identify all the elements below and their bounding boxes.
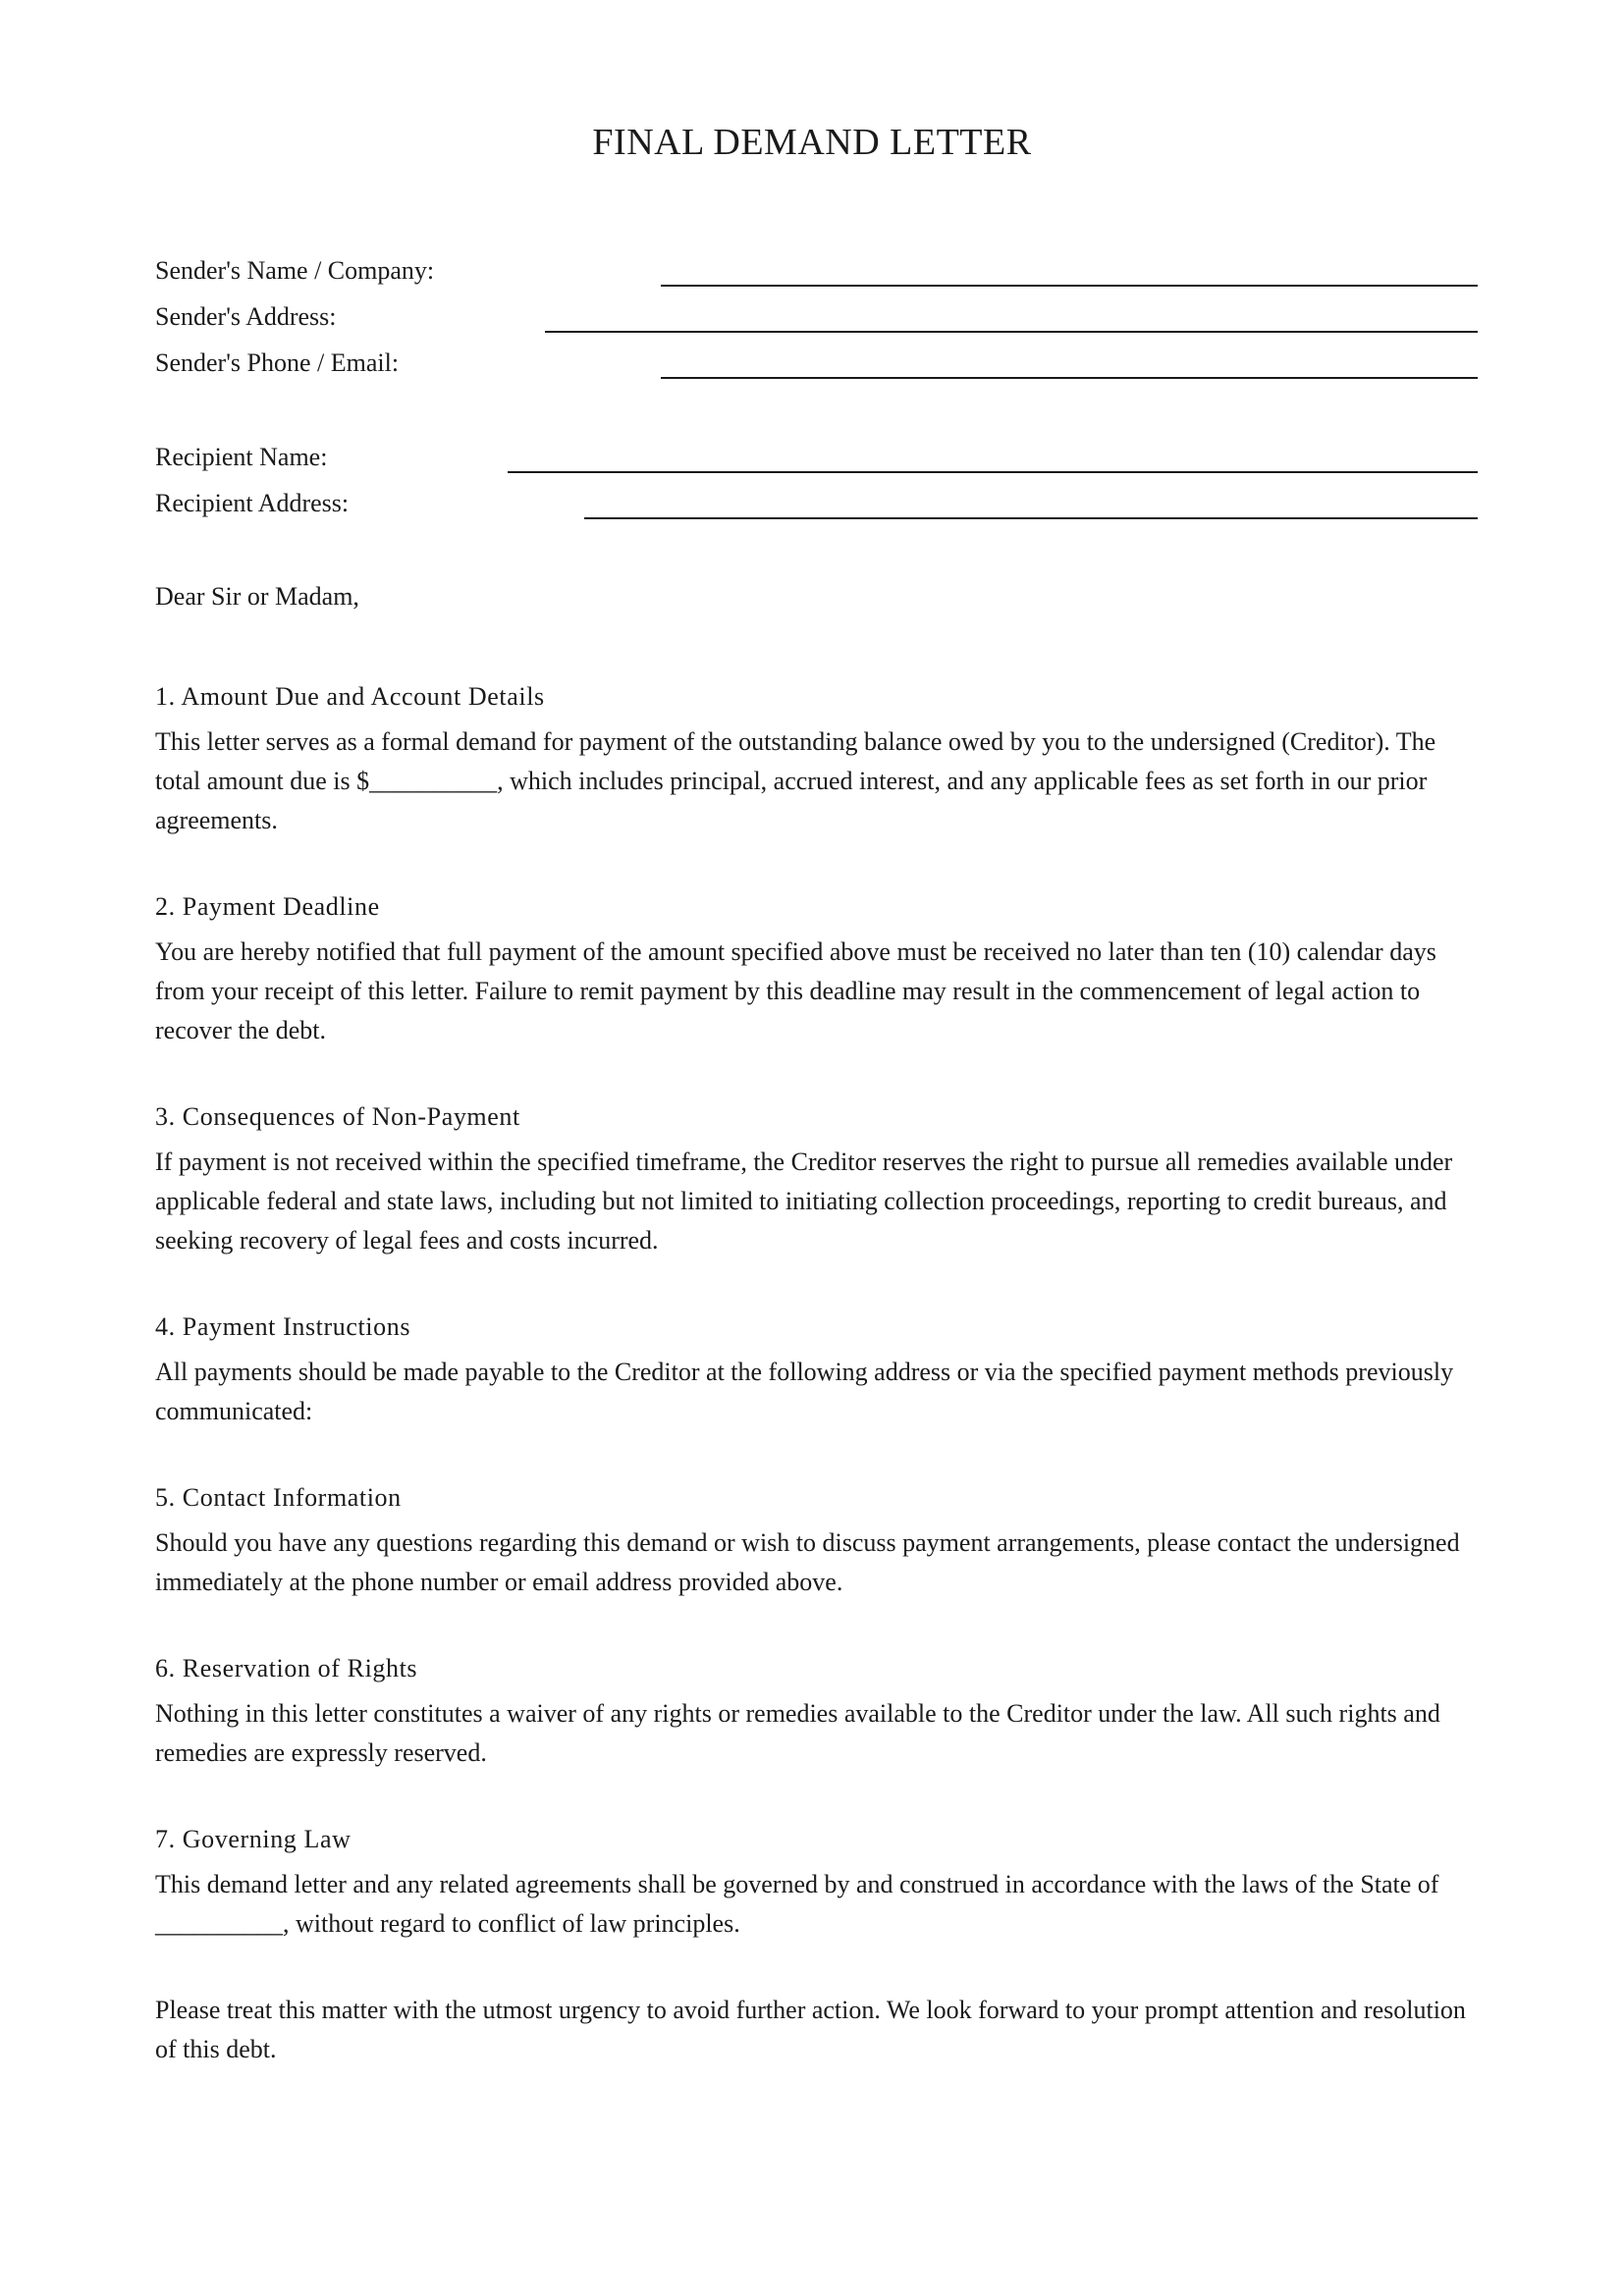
section-payment-instructions <box>155 1309 1481 1431</box>
sender-name-label: Sender's Name / Company: <box>155 256 435 285</box>
sender-contact-label: Sender's Phone / Email: <box>155 348 400 377</box>
section-consequences <box>155 1099 1481 1260</box>
section-heading: 5. Contact Information <box>155 1483 402 1512</box>
recipient-address-label: Recipient Address: <box>155 489 350 517</box>
section-body: Should you have any questions regarding this demand or wish to discuss payment arrangements, please contact the undersigned immediately at the phone number or email address provided above. <box>155 1528 1460 1596</box>
document-title: FINAL DEMAND LETTER <box>592 122 1032 163</box>
recipient-name-label: Recipient Name: <box>155 443 328 471</box>
section-heading: 3. Consequences of Non-Payment <box>155 1102 520 1131</box>
sender-name-blank-line[interactable] <box>661 285 1478 287</box>
section-governing-law <box>155 1822 1481 1944</box>
recipient-address-blank-line[interactable] <box>584 517 1478 519</box>
recipient-address-field <box>155 486 1478 521</box>
section-heading: 1. Amount Due and Account Details <box>155 682 545 711</box>
section-reservation-of-rights <box>155 1651 1481 1773</box>
section-heading: 4. Payment Instructions <box>155 1312 411 1341</box>
section-body: Nothing in this letter constitutes a waiver of any rights or remedies available to the Creditor under the law. All such rights and remedies are expressly reserved. <box>155 1699 1440 1767</box>
sender-contact-field <box>155 346 1478 381</box>
section-heading: 7. Governing Law <box>155 1825 352 1853</box>
recipient-name-blank-line[interactable] <box>508 471 1478 473</box>
section-body: This letter serves as a formal demand for payment of the outstanding balance owed by you to the undersigned (Creditor). The total amount due is $__________, which includes principal, accrued interest, and any applicable fees as set forth in our prior agreements. <box>155 727 1436 834</box>
sender-name-field <box>155 253 1478 289</box>
sender-address-field <box>155 299 1478 335</box>
salutation: Dear Sir or Madam, <box>155 582 359 611</box>
sender-address-blank-line[interactable] <box>545 331 1478 333</box>
section-heading: 2. Payment Deadline <box>155 892 380 921</box>
section-contact-information <box>155 1480 1481 1602</box>
closing-paragraph: Please treat this matter with the utmost urgency to avoid further action. We look forward to your prompt attention and resolution of this debt. <box>155 1996 1466 2063</box>
section-body: You are hereby notified that full payment of the amount specified above must be received no later than ten (10) calendar days from your receipt of this letter. Failure to remit payment by this deadline may result in the commencement of legal action to recover the debt. <box>155 937 1436 1044</box>
recipient-name-field <box>155 440 1478 475</box>
section-amount-due <box>155 679 1481 840</box>
sender-contact-blank-line[interactable] <box>661 377 1478 379</box>
section-heading: 6. Reservation of Rights <box>155 1654 418 1682</box>
section-body: If payment is not received within the specified timeframe, the Creditor reserves the right to pursue all remedies available under applicable federal and state laws, including but not limited to initiating collection proceedings, reporting to credit bureaus, and seeking recovery of legal fees and costs incurred. <box>155 1148 1453 1255</box>
sender-address-label: Sender's Address: <box>155 302 337 331</box>
section-body: This demand letter and any related agreements shall be governed by and construed in accordance with the laws of the State of __________, without regard to conflict of law principles. <box>155 1870 1439 1938</box>
section-body: All payments should be made payable to the Creditor at the following address or via the specified payment methods previously communicated: <box>155 1358 1454 1425</box>
section-payment-deadline <box>155 889 1481 1050</box>
